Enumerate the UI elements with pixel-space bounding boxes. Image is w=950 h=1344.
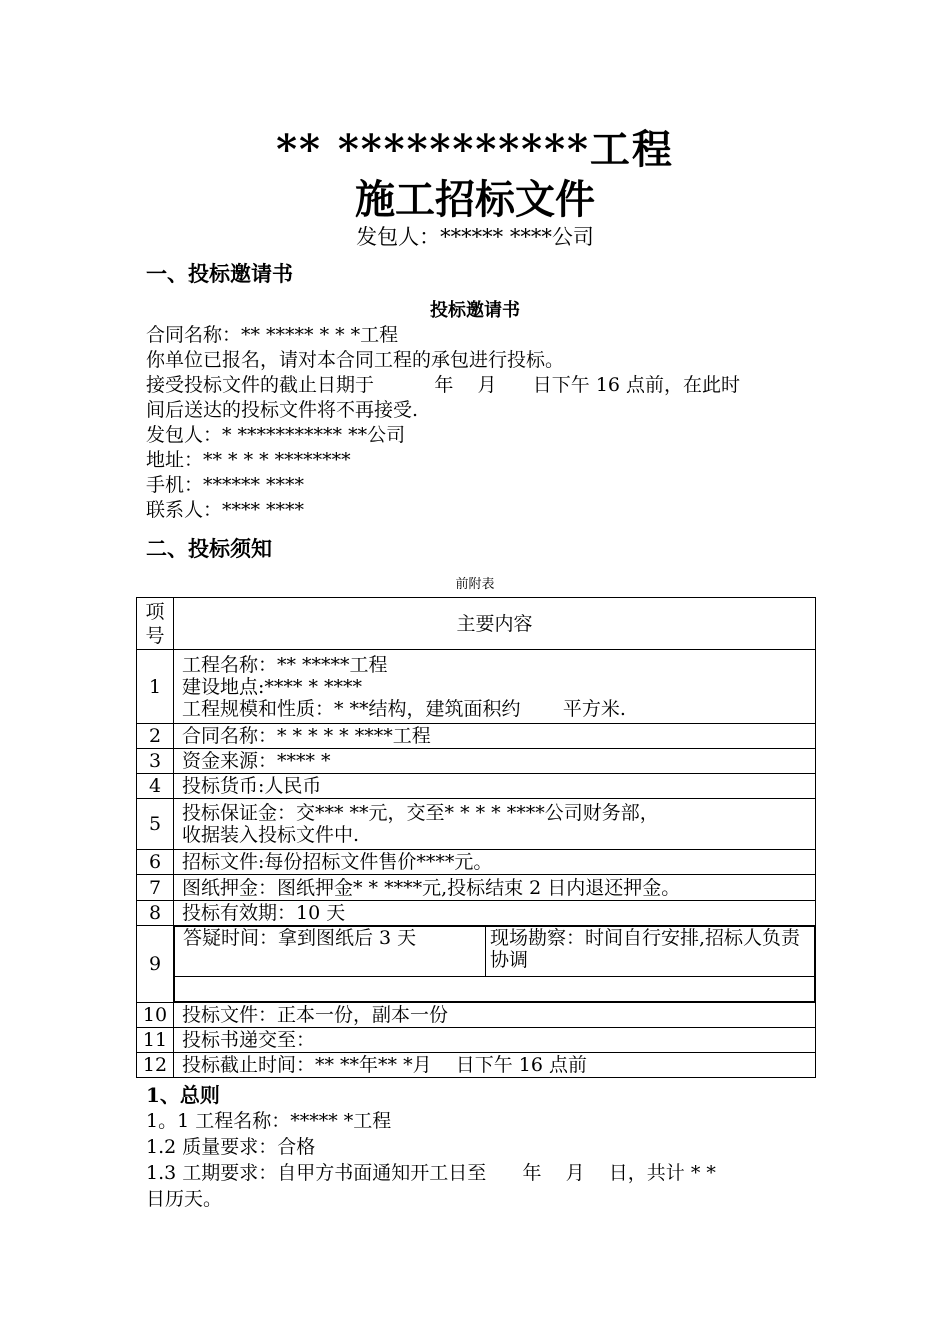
row-number: 1 [137,650,174,724]
invitation-line: 合同名称：** ***** * * *工程 [146,324,399,346]
row-number: 6 [137,850,174,875]
row-content: 投标有效期：10 天 [174,901,816,926]
invitation-line: 间后送达的投标文件将不再接受. [146,399,419,421]
row-content: 图纸押金：图纸押金* * ****元,投标结束 2 日内退还押金。 [174,875,816,901]
table-row [137,850,816,875]
invitation-line: 发包人：* *********** **公司 [146,424,406,446]
table-row [137,724,816,749]
general-provisions [146,1082,826,1212]
split-cell [174,926,815,1002]
general-line: 日历天。 [146,1188,223,1210]
empty-cell [175,977,815,1002]
invitation-title: 投标邀请书 [430,300,520,321]
row-content: 投标截止时间：** **年** *月 日下午 16 点前 [174,1053,816,1078]
document-subtitle: 施工招标文件 [355,176,595,223]
row-line: 工程规模和性质：* **结构，建筑面积约 平方米. [182,697,626,720]
issuer-line: 发包人：****** ****公司 [356,225,594,249]
invitation-line: 地址：** * * * ******** [146,449,351,471]
general-line: 1.2 质量要求：合格 [146,1136,316,1158]
invitation-line: 你单位已报名，请对本合同工程的承包进行投标。 [146,349,565,371]
table-row [137,901,816,926]
section-heading-instructions: 二、投标须知 [146,536,272,561]
row-content [174,926,816,1003]
table-row [137,650,816,724]
invitation-line: 接受投标文件的截止日期于 年 月 日下午 16 点前，在此时 [146,374,741,396]
document-title: ** ***********工程 [276,126,674,173]
row-content: 资金来源：**** * [174,749,816,774]
row-number: 7 [137,875,174,901]
appendix-table [136,597,816,1078]
general-line: 1.3 工期要求：自甲方书面通知开工日至 年 月 日，共计 * * [146,1162,716,1184]
row-number: 3 [137,749,174,774]
table-row [137,1053,816,1078]
invitation-line: 联系人：**** **** [146,499,305,521]
row-number: 5 [137,799,174,850]
row-content: 投标文件：正本一份，副本一份 [174,1003,816,1028]
general-line: 1。1 工程名称：***** *工程 [146,1110,392,1132]
table-row [137,1003,816,1028]
section-heading-invitation: 一、投标邀请书 [146,261,293,286]
row-number: 9 [137,926,174,1003]
row-number: 8 [137,901,174,926]
row-content: 投标货币:人民币 [174,774,816,799]
row-number: 2 [137,724,174,749]
row-content: 合同名称：* * * * * ****工程 [174,724,816,749]
invitation-body [146,323,826,523]
row-number: 10 [137,1003,174,1028]
column-header-no: 项号 [137,598,174,650]
table-row [137,774,816,799]
row-number: 11 [137,1028,174,1053]
row-content: 招标文件:每份招标文件售价****元。 [174,850,816,875]
column-header-content: 主要内容 [174,598,816,650]
table-row [137,926,816,1003]
row-line: 收据装入投标文件中. [182,824,360,846]
invitation-line: 手机：****** **** [146,474,305,496]
row-line: 工程名称：** *****工程 [182,653,388,676]
row-number: 4 [137,774,174,799]
qa-time-cell: 答疑时间：拿到图纸后 3 天 [175,927,486,977]
table-row [137,749,816,774]
table-header-row [137,598,816,650]
row-content [174,650,816,724]
table-row [137,1028,816,1053]
row-number: 12 [137,1053,174,1078]
table-caption: 前附表 [455,577,495,592]
table-row [137,799,816,850]
general-heading: 1、总则 [146,1083,220,1107]
row-content: 投标书递交至： [174,1028,816,1053]
table-row [137,875,816,901]
site-survey-cell: 现场勘察：时间自行安排,招标人负责协调 [486,927,815,977]
row-content [174,799,816,850]
row-line: 投标保证金：交*** **元，交至* * * * ****公司财务部， [182,802,659,824]
row-line: 建设地点:**** * **** [182,675,362,698]
